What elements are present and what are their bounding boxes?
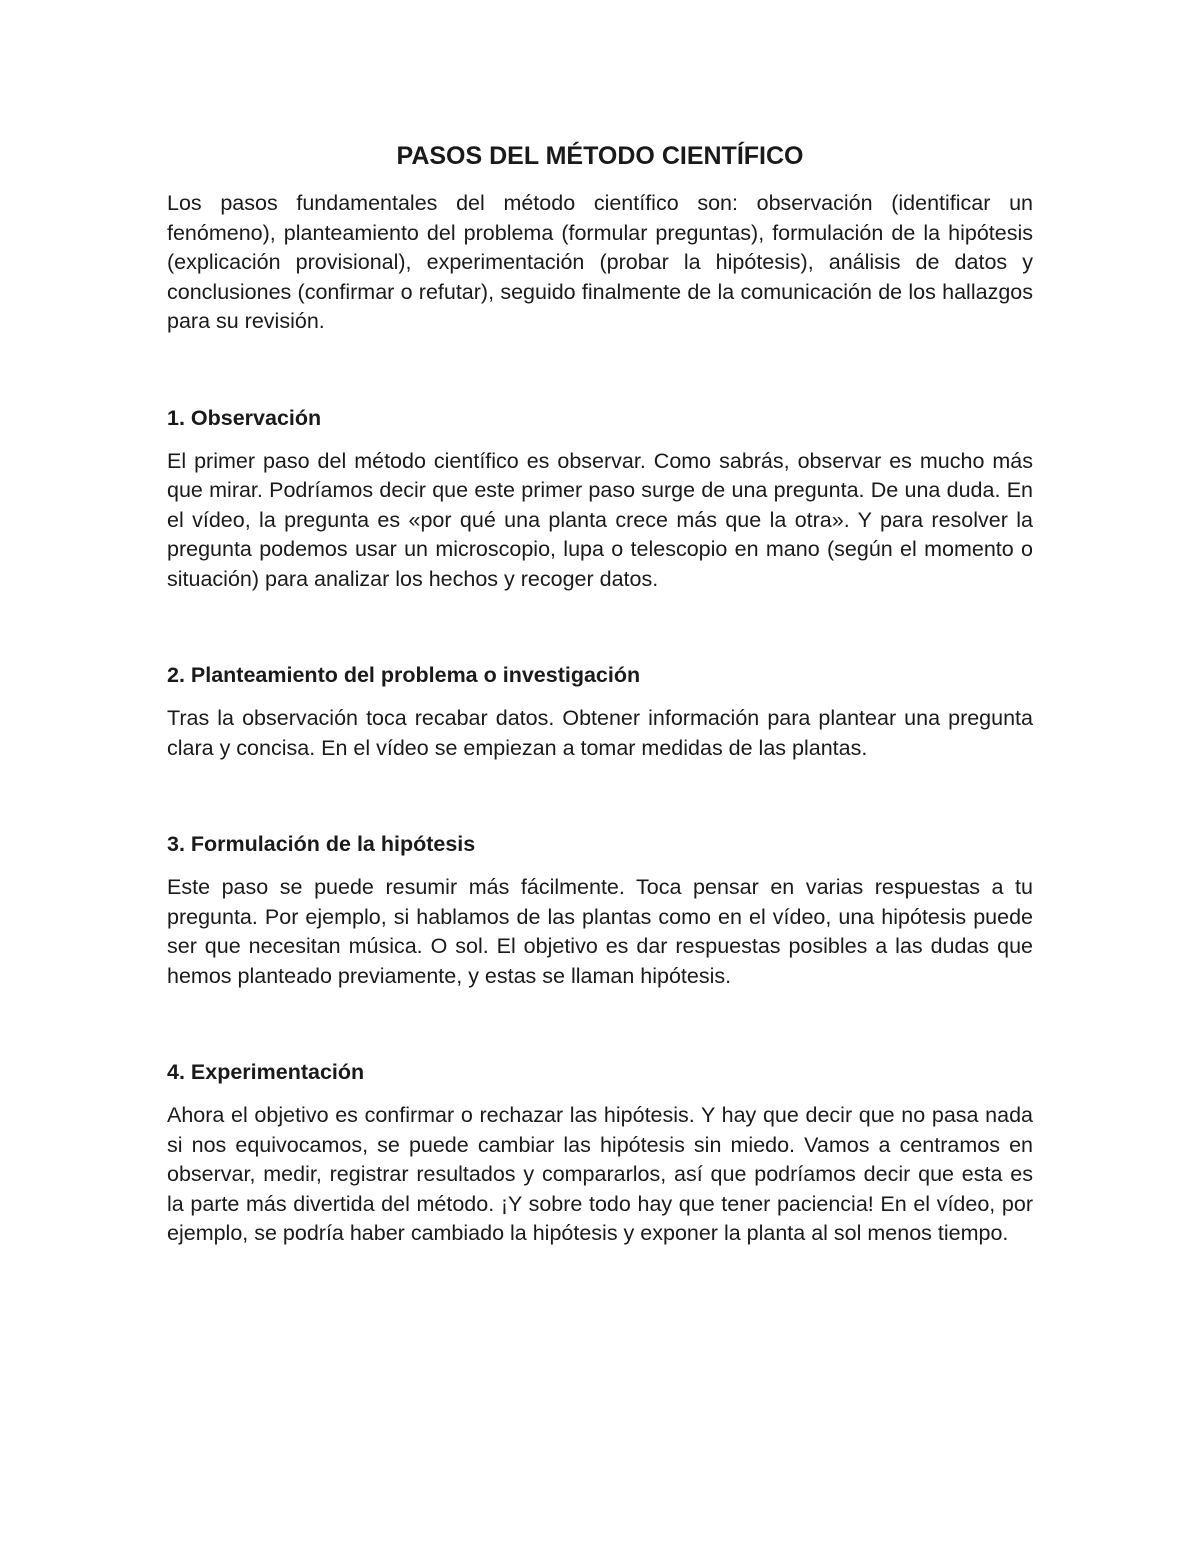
section-heading: 2. Planteamiento del problema o investigación — [167, 663, 641, 687]
section-paragraph: Tras la observación toca recabar datos. Obtener información para plantear una pregunta clara y concisa. En el vídeo se empiezan a tomar medidas de las plantas. — [167, 706, 1033, 760]
section-paragraph: El primer paso del método científico es observar. Como sabrás, observar es mucho más que mirar. Podríamos decir que este primer paso surge de una pregunta. De una duda. En el vídeo, la pregunta es «por qué una planta crece más que la otra». Y para resolver la pregunta podemos usar un microscopio, lupa o telescopio en mano (según el momento o situación) para analizar los hechos y recoger datos. — [167, 448, 1033, 591]
section-heading: 3. Formulación de la hipótesis — [167, 832, 476, 856]
section-planteamiento — [167, 660, 1033, 763]
section-heading: 4. Experimentación — [167, 1060, 365, 1084]
document-page — [167, 138, 1033, 1249]
section-heading: 1. Observación — [167, 405, 322, 430]
section-observacion — [167, 403, 1033, 595]
section-hipotesis — [167, 829, 1033, 991]
section-experimentacion — [167, 1057, 1033, 1249]
intro-paragraph: Los pasos fundamentales del método científico son: observación (identificar un fenómeno), planteamiento del problema (formular preguntas), formulación de la hipótesis (explicación provisional), experimentación (probar la hipótesis), análisis de datos y conclusiones (confirmar o refutar), seguido finalmente de la comunicación de los hallazgos para su revisión. — [167, 191, 1033, 333]
section-paragraph: Ahora el objetivo es confirmar o rechazar las hipótesis. Y hay que decir que no pasa nada si nos equivocamos, se puede cambiar las hipótesis sin miedo. Vamos a centramos en observar, medir, registrar resultados y compararlos, así que podríamos decir que esta es la parte más divertida del método. ¡Y sobre todo hay que tener paciencia! En el vídeo, por ejemplo, se podría haber cambiado la hipótesis y exponer la planta al sol menos tiempo. — [167, 1103, 1033, 1245]
page-title: PASOS DEL MÉTODO CIENTÍFICO — [396, 142, 804, 170]
section-paragraph: Este paso se puede resumir más fácilmente. Toca pensar en varias respuestas a tu pregunta. Por ejemplo, si hablamos de las plantas como en el vídeo, una hipótesis puede ser que necesitan música. O sol. El objetivo es dar respuestas posibles a las dudas que hemos planteado previamente, y estas se llaman hipótesis. — [167, 875, 1033, 988]
